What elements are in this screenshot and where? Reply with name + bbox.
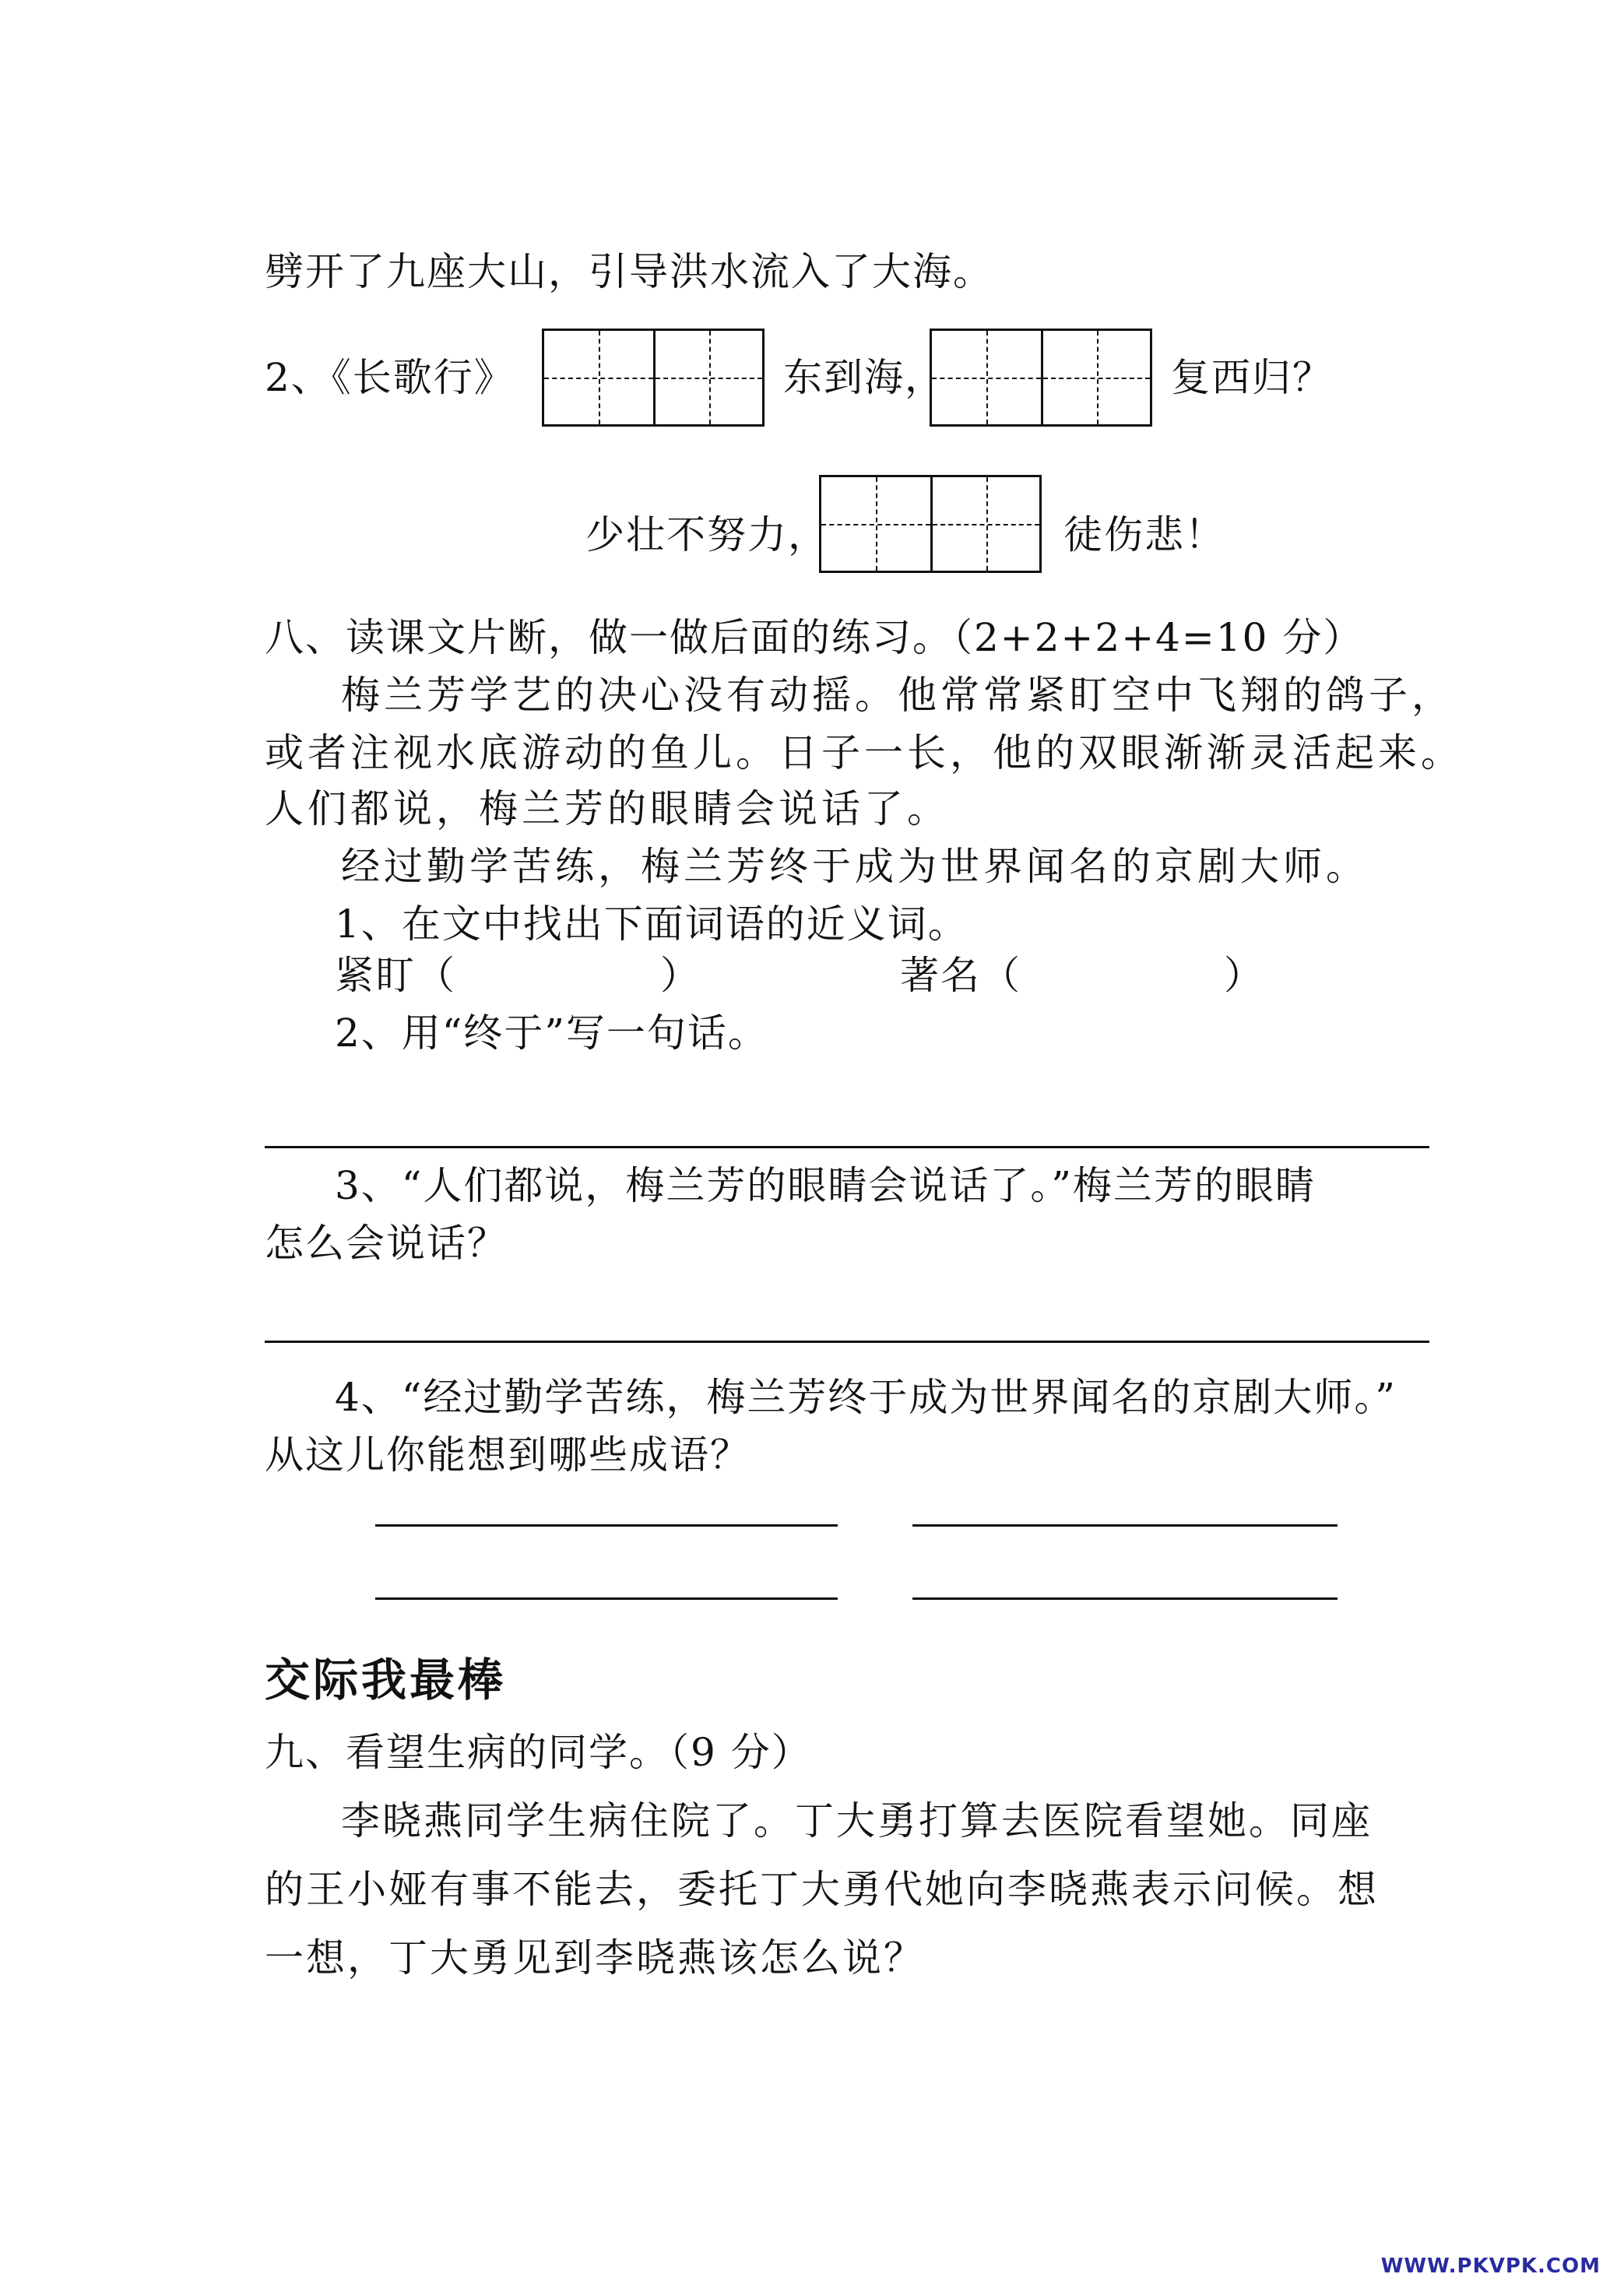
synonym-close-1: ）: [660, 953, 701, 998]
poem-question-label: 2、《长歌行》: [265, 355, 515, 400]
section8-title: 八、读课文片断，做一做后面的练习。（2+2+2+4=10 分）: [265, 615, 1364, 660]
question-3-line1: 3、“人们都说，梅兰芳的眼睛会说话了。”梅兰芳的眼睛: [335, 1163, 1316, 1208]
idiom-answer-line[interactable]: [912, 1597, 1338, 1600]
grid-cell[interactable]: [1041, 331, 1150, 424]
section9-line: 的王小娅有事不能去，委托丁大勇代她向李晓燕表示问候。想: [265, 1867, 1379, 1912]
section-heading: 交际我最棒: [265, 1654, 507, 1706]
answer-line[interactable]: [265, 1341, 1429, 1343]
passage-line: 梅兰芳学艺的决心没有动摇。他常常紧盯空中飞翔的鸽子，: [341, 673, 1454, 718]
section9-line: 李晓燕同学生病住院了。丁大勇打算去医院看望她。同座: [341, 1798, 1373, 1843]
question-4-line1: 4、“经过勤学苦练，梅兰芳终于成为世界闻名的京剧大师。”: [335, 1375, 1397, 1420]
synonym-word-2: 著名（: [900, 953, 1021, 998]
synonym-close-2: ）: [1224, 953, 1264, 998]
section9-title: 九、看望生病的同学。（9 分）: [265, 1730, 812, 1775]
grid-cell[interactable]: [932, 331, 1041, 424]
poem-end-text: 复西归？: [1171, 355, 1333, 400]
idiom-answer-line[interactable]: [912, 1524, 1338, 1527]
continuation-line: 劈开了九座大山，引导洪水流入了大海。: [265, 249, 993, 294]
watermark-url: WWW.PKVPK.COM: [1380, 2255, 1601, 2278]
poem-line2-end: 徒伤悲！: [1063, 512, 1225, 557]
answer-grid-2[interactable]: [930, 329, 1152, 427]
answer-grid-3[interactable]: [819, 475, 1042, 573]
poem-line2-start: 少壮不努力，: [585, 512, 828, 557]
grid-cell[interactable]: [930, 477, 1039, 571]
section9-line: 一想，丁大勇见到李晓燕该怎么说？: [265, 1935, 925, 1980]
grid-cell[interactable]: [653, 331, 762, 424]
poem-mid-text: 东到海，: [783, 355, 945, 400]
idiom-answer-line[interactable]: [375, 1524, 838, 1527]
answer-grid-1[interactable]: [542, 329, 765, 427]
question-2: 2、用“终于”写一句话。: [335, 1010, 768, 1056]
passage-line: 或者注视水底游动的鱼儿。日子一长，他的双眼渐渐灵活起来。: [265, 730, 1464, 775]
idiom-answer-line[interactable]: [375, 1597, 838, 1600]
question-3-line2: 怎么会说话？: [265, 1221, 508, 1266]
question-4-line2: 从这儿你能想到哪些成语？: [265, 1432, 750, 1478]
grid-cell[interactable]: [544, 331, 653, 424]
synonym-word-1: 紧盯（: [335, 953, 456, 998]
passage-line: 人们都说，梅兰芳的眼睛会说话了。: [265, 786, 950, 831]
question-1: 1、在文中找出下面词语的近义词。: [335, 901, 968, 947]
passage-line: 经过勤学苦练，梅兰芳终于成为世界闻名的京剧大师。: [341, 844, 1369, 889]
answer-line[interactable]: [265, 1146, 1429, 1148]
grid-cell[interactable]: [821, 477, 930, 571]
